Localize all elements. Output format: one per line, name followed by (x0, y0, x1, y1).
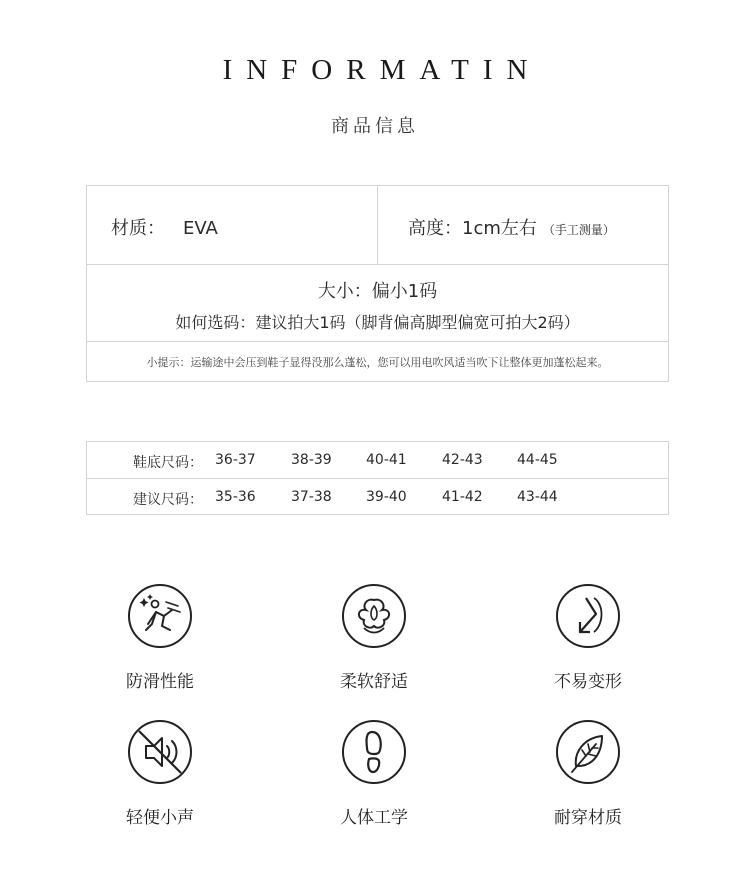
info-row-material-height (87, 186, 668, 265)
product-info-table (86, 185, 669, 382)
material-text (111, 214, 218, 240)
size-cell: 37-38 (291, 489, 332, 505)
rebound-arrow-icon (556, 584, 620, 648)
cotton-icon (342, 584, 406, 648)
material-value: EVA (183, 218, 218, 239)
size-table (86, 441, 669, 515)
leaf-icon (556, 720, 620, 784)
feature-label: 不易变形 (554, 672, 622, 692)
size-cell: 40-41 (366, 452, 407, 468)
size-text: 大小：偏小1码 (317, 281, 438, 302)
feature-ergonomic (294, 720, 454, 830)
mute-speaker-icon (128, 720, 192, 784)
tip-text: 小提示：运输途中会压到鞋子显得没那么蓬松，您可以用电吹风适当吹下让整体更加蓬松起来。 (146, 356, 609, 369)
height-label: 高度：1cm左右 (408, 218, 537, 239)
info-row-tip (87, 342, 668, 382)
height-note: （手工测量） (542, 223, 615, 237)
choose-size-text: 如何选码：建议拍大1码（脚背偏高脚型偏宽可拍大2码） (175, 313, 580, 332)
feature-label: 防滑性能 (126, 672, 194, 692)
size-row-label: 鞋底尺码： (133, 455, 203, 471)
size-cell: 39-40 (366, 489, 407, 505)
size-cell: 36-37 (215, 452, 256, 468)
feature-label: 人体工学 (340, 808, 408, 828)
height-cell (378, 186, 669, 265)
size-cell: 44-45 (517, 452, 558, 468)
size-cell: 41-42 (442, 489, 483, 505)
size-cell: 35-36 (215, 489, 256, 505)
material-cell (87, 186, 378, 265)
feature-light-quiet (80, 720, 240, 830)
page-title: INFORMATIN (222, 54, 542, 86)
size-cell: 43-44 (517, 489, 558, 505)
material-label: 材质： (111, 218, 165, 239)
feature-no-deform (508, 584, 668, 694)
feature-soft (294, 584, 454, 694)
size-cell: 42-43 (442, 452, 483, 468)
info-row-size (87, 265, 668, 342)
feature-label: 柔软舒适 (340, 672, 408, 692)
page-subtitle: 商品信息 (331, 116, 419, 137)
feature-anti-slip (80, 584, 240, 694)
footprint-icon (342, 720, 406, 784)
height-text (408, 214, 615, 240)
size-row-label: 建议尺码： (133, 492, 203, 508)
feature-label: 轻便小声 (126, 808, 194, 828)
size-row-sole (87, 442, 668, 479)
feature-durable (508, 720, 668, 830)
anti-slip-icon (128, 584, 192, 648)
feature-label: 耐穿材质 (554, 808, 622, 828)
size-cell: 38-39 (291, 452, 332, 468)
size-row-suggested (87, 479, 668, 516)
